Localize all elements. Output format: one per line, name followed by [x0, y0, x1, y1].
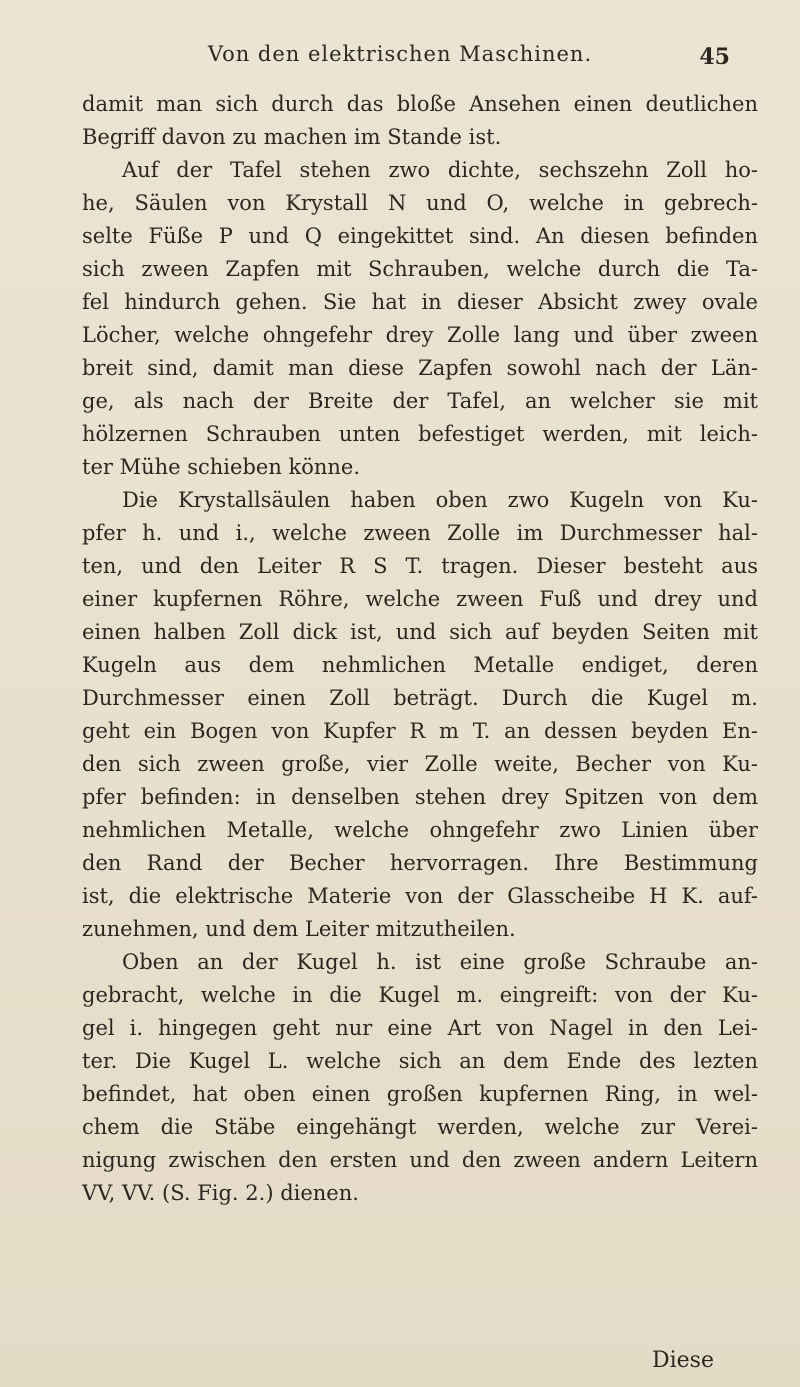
- text-line: ist, die elektrische Materie von der Glasscheibe H K. auf-: [82, 884, 758, 908]
- page-header: [0, 38, 800, 78]
- text-line: einer kupfernen Röhre, welche zween Fuß und drey und: [82, 587, 758, 611]
- text-line: selte Füße P und Q eingekittet sind. An diesen befinden: [82, 224, 758, 248]
- text-line: gebracht, welche in die Kugel m. eingreift: von der Ku-: [82, 983, 758, 1007]
- text-line: gel i. hingegen geht nur eine Art von Nagel in den Lei-: [82, 1016, 758, 1040]
- text-line: nehmlichen Metalle, welche ohngefehr zwo Linien über: [82, 818, 758, 842]
- text-line: fel hindurch gehen. Sie hat in dieser Absicht zwey ovale: [82, 290, 758, 314]
- text-line: Kugeln aus dem nehmlichen Metalle endiget, deren: [82, 653, 758, 677]
- text-line: ter Mühe schieben könne.: [82, 455, 361, 479]
- text-line: den Rand der Becher hervorragen. Ihre Bestimmung: [82, 851, 758, 875]
- text-line: Oben an der Kugel h. ist eine große Schraube an-: [122, 950, 758, 974]
- catchword: Diese: [651, 1348, 714, 1373]
- text-line: nigung zwischen den ersten und den zween andern Leitern: [82, 1148, 758, 1172]
- text-line: Begriff davon zu machen im Stande ist.: [82, 125, 502, 149]
- text-line: Löcher, welche ohngefehr drey Zolle lang und über zween: [82, 323, 758, 347]
- text-line: chem die Stäbe eingehängt werden, welche zur Verei-: [82, 1115, 758, 1139]
- text-line: VV, VV. (S. Fig. 2.) dienen.: [82, 1181, 359, 1205]
- page-number: 45: [699, 44, 730, 70]
- text-line: damit man sich durch das bloße Ansehen einen deutlichen: [82, 92, 758, 116]
- text-line: einen halben Zoll dick ist, und sich auf beyden Seiten mit: [82, 620, 758, 644]
- text-line: breit sind, damit man diese Zapfen sowohl nach der Län-: [82, 356, 758, 380]
- text-line: ter. Die Kugel L. welche sich an dem Ende des lezten: [82, 1049, 758, 1073]
- text-line: sich zween Zapfen mit Schrauben, welche durch die Ta-: [82, 257, 758, 281]
- running-head: Von den elektrischen Maschinen.: [207, 42, 593, 66]
- body-text: [82, 88, 758, 1210]
- text-line: Die Krystallsäulen haben oben zwo Kugeln von Ku-: [122, 488, 758, 512]
- text-line: ten, und den Leiter R S T. tragen. Dieser besteht aus: [82, 554, 758, 578]
- text-line: geht ein Bogen von Kupfer R m T. an dessen beyden En-: [82, 719, 758, 743]
- text-line: pfer befinden: in denselben stehen drey Spitzen von dem: [82, 785, 758, 809]
- text-line: befindet, hat oben einen großen kupfernen Ring, in wel-: [82, 1082, 758, 1106]
- text-line: he, Säulen von Krystall N und O, welche in gebrech-: [82, 191, 758, 215]
- text-line: Durchmesser einen Zoll beträgt. Durch die Kugel m.: [82, 686, 758, 710]
- text-line: zunehmen, und dem Leiter mitzutheilen.: [82, 917, 516, 941]
- text-line: Auf der Tafel stehen zwo dichte, sechszehn Zoll ho-: [122, 158, 758, 182]
- text-line: ge, als nach der Breite der Tafel, an welcher sie mit: [82, 389, 758, 413]
- text-line: den sich zween große, vier Zolle weite, Becher von Ku-: [82, 752, 758, 776]
- text-line: pfer h. und i., welche zween Zolle im Durchmesser hal-: [82, 521, 758, 545]
- text-line: hölzernen Schrauben unten befestiget werden, mit leich-: [82, 422, 758, 446]
